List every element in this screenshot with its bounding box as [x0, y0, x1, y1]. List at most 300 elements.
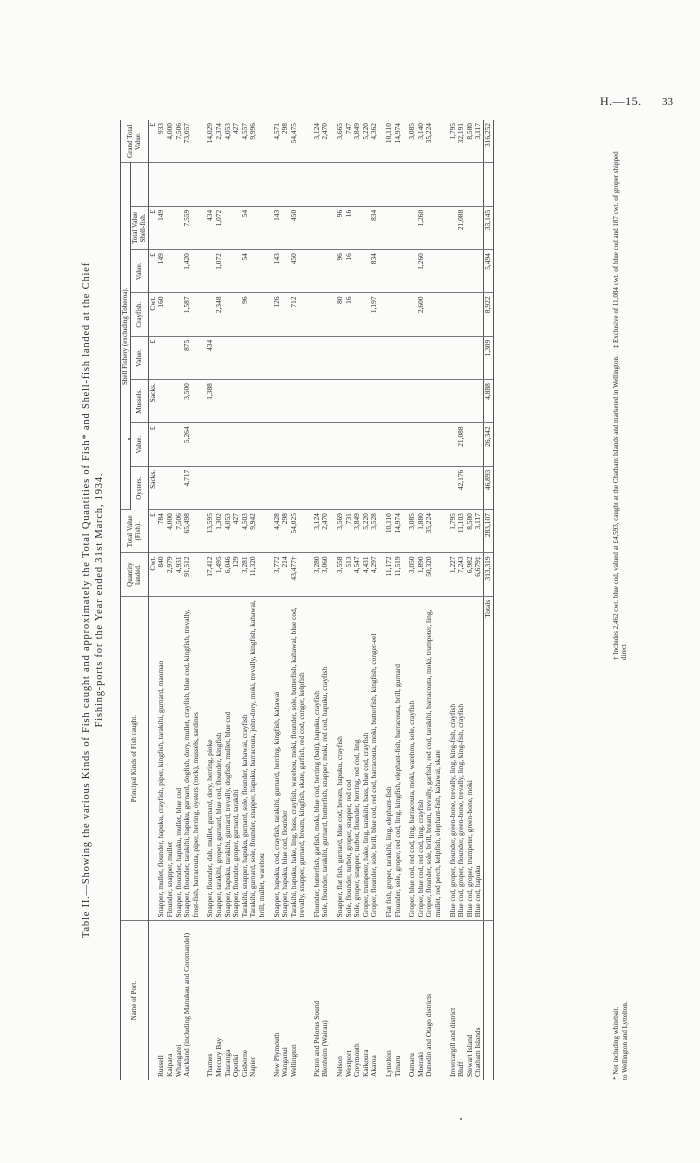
cell-mussels — [321, 380, 330, 423]
table-row — [417, 120, 426, 1080]
blank-cell — [224, 163, 233, 206]
blank-cell — [336, 163, 345, 206]
cell-grand: 4,557 — [241, 120, 250, 163]
port-name: Wanganui — [280, 1047, 290, 1077]
cell-tvalue: 7,559 — [183, 206, 200, 249]
table-row — [290, 120, 307, 1080]
cell-crayfish — [394, 293, 403, 336]
cell-mussels — [232, 380, 241, 423]
cell-qty: 1,227 — [449, 553, 458, 596]
cell-value: 14,974 — [394, 510, 403, 553]
cell-grand: 10,110 — [385, 120, 394, 163]
fish-kinds: Flounder, butterfish, garfish, moki, blue cod, herring (bait), hapuku, crayfish — [313, 596, 322, 921]
cell-cvalue: 16 — [345, 250, 354, 293]
cell-tvalue — [313, 206, 322, 249]
cell-qty: 43,477† — [290, 553, 307, 596]
col-mussels: Mussels. — [130, 380, 148, 423]
total-tvalue: 33,145 — [483, 206, 493, 249]
fish-kinds: Snapper, hapuku, tarakihi, gurnard, trevally, dogfish, mullet, blue cod — [224, 596, 233, 921]
cell-crayfish — [466, 293, 475, 336]
cell-ovalue — [370, 423, 379, 466]
cell-cvalue — [449, 250, 458, 293]
cell-ovalue — [336, 423, 345, 466]
cell-cvalue — [321, 250, 330, 293]
port-name: Auckland (including Manukau and Coromandel) — [182, 932, 192, 1077]
cell-cvalue — [394, 250, 403, 293]
cell-oysters — [385, 466, 394, 509]
cell-mvalue: 875 — [183, 336, 200, 379]
cell-mussels — [385, 380, 394, 423]
blank-cell — [353, 163, 362, 206]
blank-cell — [206, 163, 215, 206]
cell-value: 9,942 — [249, 510, 266, 553]
cell-ovalue — [417, 423, 426, 466]
cell-ovalue: 21,088 — [457, 423, 466, 466]
table-row — [281, 120, 290, 1080]
cell-grand: 1,795 — [449, 120, 458, 163]
cell-grand: 32,191 — [457, 120, 466, 163]
cell-qty: 7,243 — [457, 553, 466, 596]
col-blank — [130, 163, 148, 206]
cell-oysters — [166, 466, 175, 509]
cell-oysters — [232, 466, 241, 509]
cell-mussels: 1,388 — [206, 380, 215, 423]
cell-qty: 4,297 — [370, 553, 379, 596]
cell-mvalue — [321, 336, 330, 379]
cell-mvalue — [457, 336, 466, 379]
cell-value: 4,000 — [166, 510, 175, 553]
cell-grand: 5,220 — [362, 120, 371, 163]
cell-grand: 3,849 — [353, 120, 362, 163]
cell-grand: 3,665 — [336, 120, 345, 163]
cell-oysters — [224, 466, 233, 509]
cell-value: 3,124 — [313, 510, 322, 553]
cell-qty: 17,412 — [206, 553, 215, 596]
port-name: Blenheim (Wairau) — [320, 1020, 330, 1077]
table-row — [273, 120, 282, 1080]
cell-crayfish: 2,600 — [417, 293, 426, 336]
cell-grand: 14,974 — [394, 120, 403, 163]
cell-crayfish — [353, 293, 362, 336]
cell-qty: 214 — [281, 553, 290, 596]
col-grand-total: Grand Total Value. — [121, 120, 149, 163]
unit-cwt: Cwt. — [148, 293, 157, 336]
cell-oysters — [206, 466, 215, 509]
cell-qty: 1,495 — [215, 553, 224, 596]
fish-kinds: Snapper, flat fish, gurnard, blue cod, bream, hapuku, crayfish — [336, 596, 345, 921]
cell-ovalue — [215, 423, 224, 466]
cell-grand: 54,475 — [290, 120, 307, 163]
col-crayfish: Crayfish. — [130, 293, 148, 336]
unit-cwt: Cwt. — [148, 553, 157, 596]
cell-grand: 4,362 — [370, 120, 379, 163]
cell-mvalue — [290, 336, 307, 379]
blank-cell — [417, 163, 426, 206]
blank-cell — [321, 163, 330, 206]
cell-tvalue — [166, 206, 175, 249]
port-name: Chatham Islands — [473, 1027, 483, 1077]
cell-tvalue — [466, 206, 475, 249]
footnote-dagger — [612, 140, 628, 660]
cell-qty: 840 — [157, 553, 166, 596]
table-row — [215, 120, 224, 1080]
cell-qty: 2,979 — [166, 553, 175, 596]
table-row — [249, 120, 266, 1080]
cell-cvalue — [353, 250, 362, 293]
port-name: Timaru — [392, 1055, 402, 1077]
unit-sacks: Sacks. — [148, 466, 157, 509]
cell-value: 1,302 — [215, 510, 224, 553]
cell-ovalue — [290, 423, 307, 466]
fish-kinds: Blue cod, groper, flounder, green-bone, trevally, ling, king-fish, crayfish — [457, 596, 466, 921]
table-row — [232, 120, 241, 1080]
cell-mussels — [370, 380, 379, 423]
cell-value: 54,025 — [290, 510, 307, 553]
cell-qty: 1,890 — [417, 553, 426, 596]
cell-value: 8,580 — [466, 510, 475, 553]
port-name: Lyttelton — [384, 1050, 394, 1077]
unit-sacks: Sacks. — [148, 380, 157, 423]
cell-ovalue — [241, 423, 250, 466]
table-row — [457, 120, 466, 1080]
cell-tvalue: 1,260 — [417, 206, 426, 249]
table-row — [157, 120, 166, 1080]
cell-crayfish: 712 — [290, 293, 307, 336]
cell-value: 65,498 — [183, 510, 200, 553]
page-number: 33 — [662, 96, 673, 108]
fish-kinds: Snapper, flounder, groper, gurnard, tarakihi — [232, 596, 241, 921]
cell-mussels — [449, 380, 458, 423]
blank-cell — [166, 163, 175, 206]
fish-kinds: Groper, flounder, sole, brill, blue cod, red cod, barracouta, moki, butterfish, kingfish, conger-eel — [370, 596, 379, 921]
cell-qty: 91,512 — [183, 553, 200, 596]
cell-qty: 3,050 — [408, 553, 417, 596]
footnote-star-cont: to Wellington and Lyttelton. — [621, 1001, 629, 1080]
cell-qty: 3,281 — [241, 553, 250, 596]
cell-mvalue — [425, 336, 442, 379]
table-row — [313, 120, 322, 1080]
cell-mussels — [466, 380, 475, 423]
table-row — [394, 120, 403, 1080]
cell-mussels — [157, 380, 166, 423]
cell-value: 731 — [345, 510, 354, 553]
cell-mvalue — [281, 336, 290, 379]
cell-value: 4,428 — [273, 510, 282, 553]
port-name: Moeraki — [415, 1051, 425, 1077]
cell-tvalue: 16 — [345, 206, 354, 249]
table-title — [80, 120, 106, 1080]
cell-oysters — [215, 466, 224, 509]
unit-pound: £ — [148, 206, 157, 249]
cell-mvalue — [370, 336, 379, 379]
port-name: Bluff — [456, 1061, 466, 1077]
cell-mussels — [224, 380, 233, 423]
blank-cell — [385, 163, 394, 206]
cell-tvalue: 1,072 — [215, 206, 224, 249]
cell-cvalue: 143 — [273, 250, 282, 293]
fish-kinds: Snapper, mullet, flounder, hapuku, crayfish, piper, kingfish, tarakihi, gurnard, maomao — [157, 596, 166, 921]
cell-mvalue — [394, 336, 403, 379]
totals-label: Totals — [483, 596, 493, 921]
cell-ovalue — [385, 423, 394, 466]
cell-mvalue: 434 — [206, 336, 215, 379]
cell-qty: 4,431 — [362, 553, 371, 596]
cell-mussels — [408, 380, 417, 423]
cell-ovalue — [273, 423, 282, 466]
total-value: 283,107 — [483, 510, 493, 553]
cell-mussels: 3,500 — [183, 380, 200, 423]
blank-cell — [466, 163, 475, 206]
cell-cvalue: 96 — [336, 250, 345, 293]
cell-mussels — [281, 380, 290, 423]
cell-qty: 6,679‡ — [474, 553, 483, 596]
cell-crayfish: 2,348 — [215, 293, 224, 336]
cell-cvalue: 834 — [370, 250, 379, 293]
cell-ovalue — [466, 423, 475, 466]
cell-oysters — [466, 466, 475, 509]
cell-tvalue: 450 — [290, 206, 307, 249]
port-name: Tauranga — [222, 1049, 232, 1077]
cell-mussels — [417, 380, 426, 423]
cell-oysters: 4,717 — [183, 466, 200, 509]
blank-cell — [449, 163, 458, 206]
cell-crayfish — [321, 293, 330, 336]
cell-value: 4,053 — [224, 510, 233, 553]
cell-cvalue — [313, 250, 322, 293]
cell-cvalue — [224, 250, 233, 293]
col-kinds: Principal Kinds of Fish caught. — [121, 596, 149, 921]
cell-mvalue — [215, 336, 224, 379]
cell-mussels — [345, 380, 354, 423]
cell-crayfish — [313, 293, 322, 336]
cell-mvalue — [313, 336, 322, 379]
cell-grand: 73,057 — [183, 120, 200, 163]
fish-kinds: Sole, flounder, tarakihi, gurnard, butterfish, snapper, moki, red cod, hapuku, crayfish — [321, 596, 330, 921]
cell-mvalue — [241, 336, 250, 379]
cell-cvalue — [166, 250, 175, 293]
cell-tvalue — [385, 206, 394, 249]
cell-tvalue — [394, 206, 403, 249]
cell-oysters — [273, 466, 282, 509]
cell-value: 7,506 — [175, 510, 184, 553]
port-name: Russell — [156, 1055, 166, 1077]
col-port: Name of Port. — [121, 921, 149, 1080]
cell-qty: 11,320 — [249, 553, 266, 596]
cell-grand: 2,470 — [321, 120, 330, 163]
cell-mussels — [353, 380, 362, 423]
port-name: Greymouth — [352, 1043, 362, 1077]
cell-value: 10,110 — [385, 510, 394, 553]
cell-grand: 14,029 — [206, 120, 215, 163]
fish-kinds: Blue cod, hapuku — [474, 596, 483, 921]
cell-mussels — [394, 380, 403, 423]
cell-qty: 513 — [345, 553, 354, 596]
col-shell-group: Shell Fishery (excluding Toheroa). — [121, 163, 131, 510]
port-name: Wellington — [288, 1044, 298, 1077]
cell-cvalue: 54 — [241, 250, 250, 293]
table-row — [449, 120, 458, 1080]
cell-mvalue — [336, 336, 345, 379]
port-name: Opotiki — [231, 1054, 241, 1077]
cell-cvalue — [466, 250, 475, 293]
cell-mvalue — [362, 336, 371, 379]
cell-grand: 4,053 — [224, 120, 233, 163]
blank-cell — [370, 163, 379, 206]
cell-grand: 35,224 — [425, 120, 442, 163]
cell-crayfish — [457, 293, 466, 336]
col-mussels-value: Value. — [130, 336, 148, 379]
cell-value: 4,503 — [241, 510, 250, 553]
table-row — [183, 120, 200, 1080]
cell-cvalue — [457, 250, 466, 293]
cell-mvalue — [273, 336, 282, 379]
cell-ovalue — [353, 423, 362, 466]
unit-pound: £ — [148, 336, 157, 379]
cell-mussels — [425, 380, 442, 423]
fish-kinds: Flat fish, groper, tarakihi, ling, elephant-fish — [385, 596, 394, 921]
table-row — [425, 120, 442, 1080]
cell-oysters — [362, 466, 371, 509]
fish-kinds: Snapper, tarakihi, groper, gurnard, blue cod, flounder, kingfish — [215, 596, 224, 921]
cell-qty: 3,772 — [273, 553, 282, 596]
cell-qty: 3,558 — [336, 553, 345, 596]
cell-grand: 2,374 — [215, 120, 224, 163]
cell-grand: 427 — [232, 120, 241, 163]
cell-value: 2,470 — [321, 510, 330, 553]
blank-cell — [273, 163, 282, 206]
total-cvalue: 5,494 — [483, 250, 493, 293]
cell-oysters: 42,176 — [457, 466, 466, 509]
fish-kinds: Groper, trumpeter, hake, ling, tarakihi, bass, blue cod, crayfish — [362, 596, 371, 921]
cell-oysters — [281, 466, 290, 509]
fish-kinds: Sole, groper, snapper, turbot, flounder, herring, red cod, ling — [353, 596, 362, 921]
blank-cell — [281, 163, 290, 206]
cell-crayfish: 96 — [241, 293, 250, 336]
total-qty: 313,319 — [483, 553, 493, 596]
cell-mvalue — [345, 336, 354, 379]
cell-mvalue — [408, 336, 417, 379]
cell-value: 5,220 — [362, 510, 371, 553]
blank-cell — [175, 163, 184, 206]
port-name: Invercargill and district — [447, 1007, 457, 1077]
cell-qty: 11,519 — [394, 553, 403, 596]
cell-crayfish — [166, 293, 175, 336]
fish-landings-table — [120, 120, 494, 1080]
fish-kinds: Groper, blue cod, red cod, ling, crayfish — [417, 596, 426, 921]
cell-ovalue: 5,264 — [183, 423, 200, 466]
port-name: Nelson — [335, 1056, 345, 1077]
total-grand: 316,252 — [483, 120, 493, 163]
unit-pound: £ — [148, 120, 157, 163]
fish-kinds: Snapper, hapuku, blue cod, flounder — [281, 596, 290, 921]
cell-cvalue — [385, 250, 394, 293]
cell-qty: 50,320 — [425, 553, 442, 596]
cell-grand: 4,000 — [166, 120, 175, 163]
port-name: Westport — [343, 1050, 353, 1077]
footnote-dagger-text: † Includes 2,462 cwt. blue cod, valued at £4,593, caught at the Chatham Islands and marketed in Wellington. — [612, 355, 620, 660]
cell-tvalue: 149 — [157, 206, 166, 249]
totals-blank — [483, 921, 493, 1080]
total-oysters: 46,893 — [483, 466, 493, 509]
cell-value: 13,595 — [206, 510, 215, 553]
cell-qty: 11,172 — [385, 553, 394, 596]
cell-ovalue — [321, 423, 330, 466]
cell-oysters — [394, 466, 403, 509]
cell-ovalue — [249, 423, 266, 466]
table-row — [370, 120, 379, 1080]
fish-kinds: Tarakihi, snapper, hapuku, gurnard, sole, flounder, kahawai, crayfish — [241, 596, 250, 921]
cell-oysters — [353, 466, 362, 509]
blank-cell — [394, 163, 403, 206]
fish-kinds: Flounder, sole, groper, red cod, ling, kingfish, elephant-fish, barracouta, brill, gurnard — [394, 596, 403, 921]
cell-oysters — [157, 466, 166, 509]
blank-cell — [362, 163, 371, 206]
cell-mvalue — [353, 336, 362, 379]
cell-value: 298 — [281, 510, 290, 553]
cell-crayfish — [385, 293, 394, 336]
page-reference: H.—15. — [600, 94, 642, 108]
cell-grand: 4,571 — [273, 120, 282, 163]
table-body — [148, 120, 493, 1080]
cell-grand: 747 — [345, 120, 354, 163]
table-row — [385, 120, 394, 1080]
cell-qty: 4,931 — [175, 553, 184, 596]
cell-oysters — [290, 466, 307, 509]
cell-ovalue — [362, 423, 371, 466]
col-oysters-value: Value. — [130, 423, 148, 466]
blank-cell — [215, 163, 224, 206]
table-title-line2: Fishing-ports for the Year ended 31st March, 1934. — [94, 472, 105, 728]
cell-ovalue — [166, 423, 175, 466]
cell-grand: 3,117 — [474, 120, 483, 163]
total-mussels: 4,888 — [483, 380, 493, 423]
port-name: Thames — [205, 1053, 215, 1077]
cell-grand: 298 — [281, 120, 290, 163]
cell-tvalue: 54 — [241, 206, 250, 249]
cell-cvalue: 450 — [290, 250, 307, 293]
cell-grand: 3,140 — [417, 120, 426, 163]
cell-mussels — [249, 380, 266, 423]
cell-mussels — [241, 380, 250, 423]
cell-cvalue — [249, 250, 266, 293]
cell-tvalue: 96 — [336, 206, 345, 249]
fish-kinds: Blue cod, groper, trumpeter, green-bone, moki — [466, 596, 475, 921]
cell-tvalue: 434 — [206, 206, 215, 249]
footnote-ddagger-text: ‡ Exclusive of 11,084 cwt. of blue cod and 187 cwt. of groper shipped direct — [612, 151, 628, 660]
cell-mussels — [215, 380, 224, 423]
blank-cell — [408, 163, 417, 206]
cell-ovalue — [281, 423, 290, 466]
cell-value: 427 — [232, 510, 241, 553]
col-oysters: Oysters. — [130, 466, 148, 509]
rotated-table-panel — [80, 120, 640, 1080]
cell-value: 3,849 — [353, 510, 362, 553]
cell-qty: 129 — [232, 553, 241, 596]
cell-mvalue — [249, 336, 266, 379]
cell-tvalue: 21,088 — [457, 206, 466, 249]
cell-ovalue — [224, 423, 233, 466]
unit-pound: £ — [148, 250, 157, 293]
blank-cell — [425, 163, 442, 206]
cell-ovalue — [157, 423, 166, 466]
cell-value: 3,117 — [474, 510, 483, 553]
scan-speck — [460, 1118, 462, 1120]
port-name: Kaipara — [164, 1053, 174, 1077]
cell-qty: 4,547 — [353, 553, 362, 596]
cell-cvalue: 149 — [157, 250, 166, 293]
blank-cell — [249, 163, 266, 206]
cell-oysters — [345, 466, 354, 509]
